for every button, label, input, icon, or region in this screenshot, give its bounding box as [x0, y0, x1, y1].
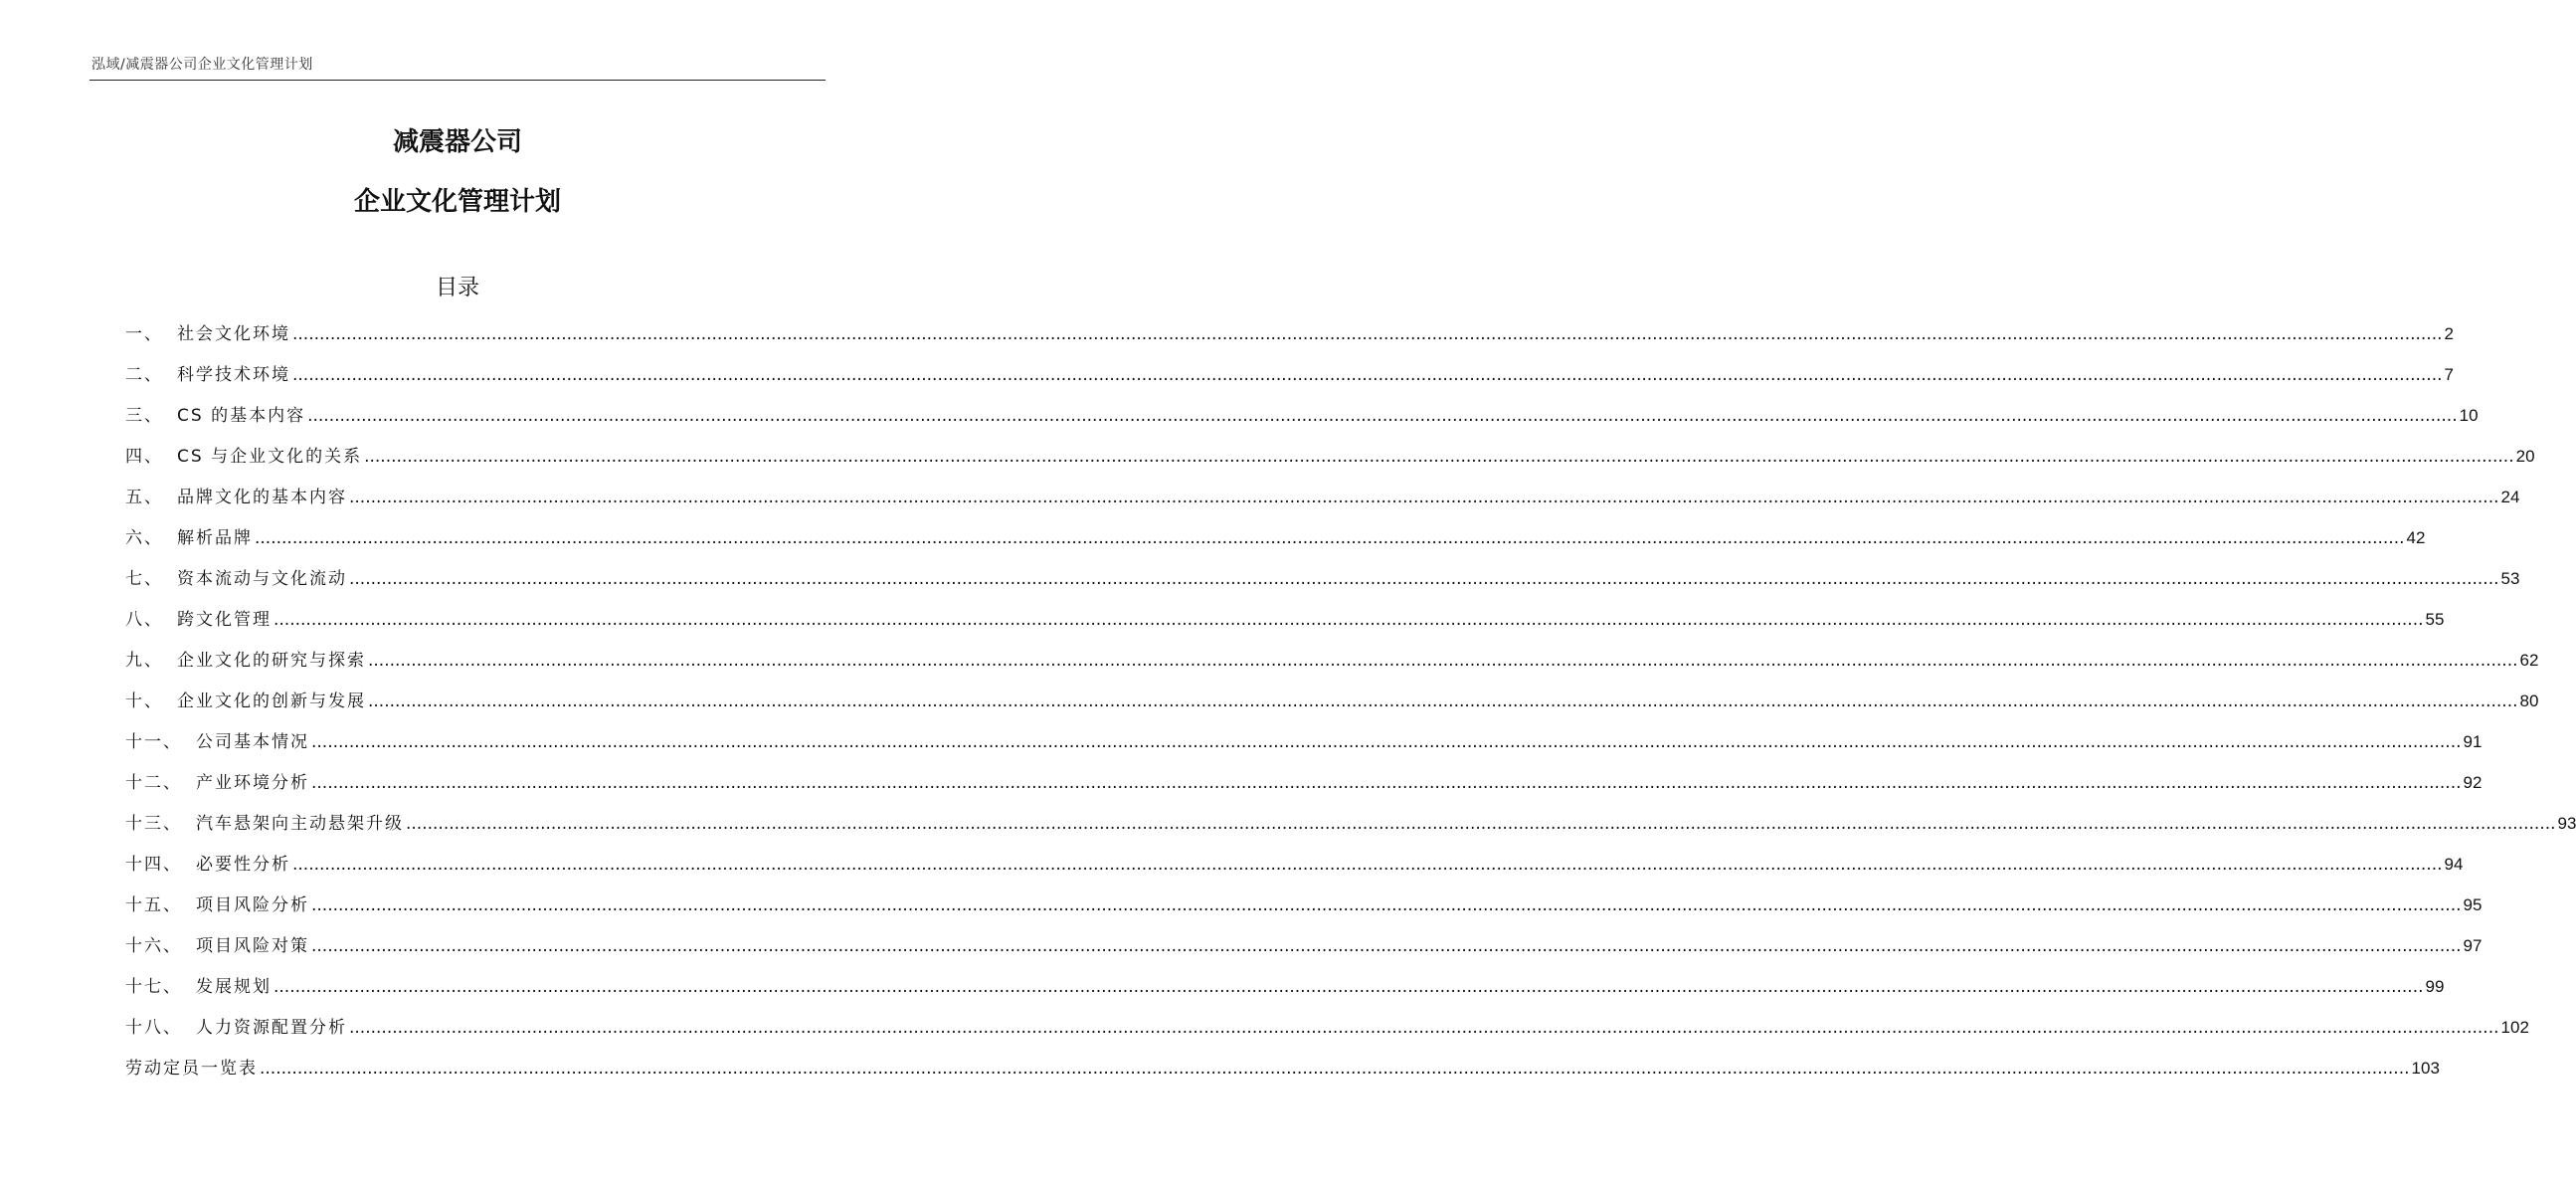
- toc-entry-number: 十五、: [125, 895, 182, 915]
- toc-entry-page: 24: [2500, 488, 2520, 506]
- toc-dot-leader: ................................................................................................................................................................................................................................................................................................................................................................................................................: [349, 569, 2499, 589]
- toc-entry-page: 53: [2500, 569, 2520, 588]
- toc-entry-page: 97: [2463, 936, 2483, 955]
- toc-entry[interactable]: [125, 769, 2483, 810]
- toc-entry-number: 十、: [125, 691, 163, 711]
- toc-entry-number: 二、: [125, 365, 163, 385]
- toc-entry-page: 10: [2459, 406, 2479, 425]
- toc-entry-page: 92: [2463, 773, 2483, 792]
- toc-entry-page: 80: [2519, 691, 2539, 710]
- toc-dot-leader: ................................................................................................................................................................................................................................................................................................................................................................................................................: [292, 365, 2443, 385]
- toc-entry-title: 品牌文化的基本内容: [177, 488, 347, 507]
- toc-entry-title: 必要性分析: [196, 855, 290, 875]
- toc-entry-page: 99: [2425, 977, 2445, 996]
- toc-dot-leader: ................................................................................................................................................................................................................................................................................................................................................................................................................: [368, 651, 2518, 671]
- toc-entry[interactable]: [125, 973, 2445, 1014]
- toc-entry-number: 五、: [125, 488, 163, 507]
- toc-entry-page: 94: [2444, 855, 2464, 874]
- toc-entry-number: 三、: [125, 406, 163, 426]
- toc-entry-number: 十三、: [125, 814, 182, 834]
- toc-entry-number: 九、: [125, 651, 163, 671]
- document-title-line1: 减震器公司: [392, 127, 522, 157]
- toc-dot-leader: ................................................................................................................................................................................................................................................................................................................................................................................................................: [311, 773, 2462, 793]
- toc-dot-leader: ................................................................................................................................................................................................................................................................................................................................................................................................................: [255, 528, 2405, 548]
- toc-dot-leader: ................................................................................................................................................................................................................................................................................................................................................................................................................: [349, 488, 2499, 507]
- table-of-contents: [125, 320, 2576, 1095]
- toc-entry-title: 产业环境分析: [196, 773, 309, 793]
- toc-entry-title: 项目风险对策: [196, 936, 309, 956]
- toc-entry-title: 资本流动与文化流动: [177, 569, 347, 589]
- header-rule: [90, 80, 826, 81]
- toc-entry-title: 汽车悬架向主动悬架升级: [196, 814, 404, 834]
- toc-entry-number: 四、: [125, 447, 163, 467]
- toc-entry-page: 103: [2411, 1059, 2440, 1078]
- toc-entry[interactable]: [125, 524, 2426, 565]
- toc-entry-page: 93: [2557, 814, 2576, 833]
- toc-dot-leader: ................................................................................................................................................................................................................................................................................................................................................................................................................: [406, 814, 2556, 834]
- toc-entry-title: 科学技术环境: [177, 365, 290, 385]
- toc-entry-title: 劳动定员一览表: [125, 1059, 258, 1079]
- toc-entry-title: 解析品牌: [177, 528, 253, 548]
- toc-dot-leader: ................................................................................................................................................................................................................................................................................................................................................................................................................: [292, 324, 2443, 344]
- toc-entry-number: 六、: [125, 528, 163, 548]
- toc-heading: 目录: [435, 276, 479, 300]
- toc-entry[interactable]: [125, 402, 2479, 443]
- toc-entry[interactable]: [125, 688, 2539, 728]
- toc-entry-page: 102: [2500, 1018, 2529, 1037]
- toc-dot-leader: ................................................................................................................................................................................................................................................................................................................................................................................................................: [274, 610, 2424, 630]
- toc-entry-title: 公司基本情况: [196, 732, 309, 752]
- toc-entry-page: 62: [2519, 651, 2539, 670]
- toc-entry[interactable]: [125, 361, 2454, 402]
- toc-entry-title: 企业文化的研究与探索: [177, 651, 366, 671]
- toc-entry-number: 八、: [125, 610, 163, 630]
- toc-entry-number: 十四、: [125, 855, 182, 875]
- toc-dot-leader: ................................................................................................................................................................................................................................................................................................................................................................................................................: [307, 406, 2458, 426]
- toc-entry[interactable]: [125, 932, 2483, 973]
- toc-dot-leader: ................................................................................................................................................................................................................................................................................................................................................................................................................: [311, 895, 2462, 915]
- toc-entry-title: 人力资源配置分析: [196, 1018, 347, 1038]
- toc-entry[interactable]: [125, 728, 2483, 769]
- toc-entry-number: 七、: [125, 569, 163, 589]
- toc-entry-number: 十一、: [125, 732, 182, 752]
- toc-entry[interactable]: [125, 647, 2539, 688]
- document-title-line2: 企业文化管理计划: [353, 187, 561, 217]
- toc-entry-number: 十二、: [125, 773, 182, 793]
- toc-entry[interactable]: [125, 443, 2535, 484]
- toc-entry-title: 项目风险分析: [196, 895, 309, 915]
- toc-entry[interactable]: [125, 1014, 2529, 1055]
- toc-entry-number: 十六、: [125, 936, 182, 956]
- toc-dot-leader: ................................................................................................................................................................................................................................................................................................................................................................................................................: [311, 732, 2462, 752]
- toc-entry[interactable]: [125, 851, 2464, 891]
- toc-entry[interactable]: [125, 1055, 2440, 1095]
- toc-entry-number: 十八、: [125, 1018, 182, 1038]
- toc-entry-title: 社会文化环境: [177, 324, 290, 344]
- toc-entry[interactable]: [125, 810, 2576, 851]
- toc-entry-page: 91: [2463, 732, 2483, 751]
- toc-entry[interactable]: [125, 320, 2454, 361]
- toc-entry-title: CS 与企业文化的关系: [177, 447, 363, 467]
- toc-entry[interactable]: [125, 565, 2520, 606]
- toc-entry-page: 95: [2463, 895, 2483, 914]
- toc-entry[interactable]: [125, 891, 2483, 932]
- toc-entry-number: 一、: [125, 324, 163, 344]
- toc-entry-page: 55: [2425, 610, 2445, 629]
- toc-entry-page: 42: [2406, 528, 2426, 547]
- toc-entry-page: 2: [2444, 324, 2454, 343]
- toc-dot-leader: ................................................................................................................................................................................................................................................................................................................................................................................................................: [260, 1059, 2410, 1079]
- toc-entry[interactable]: [125, 484, 2520, 524]
- toc-dot-leader: ................................................................................................................................................................................................................................................................................................................................................................................................................: [274, 977, 2424, 997]
- toc-entry-title: 发展规划: [196, 977, 272, 997]
- toc-entry[interactable]: [125, 606, 2445, 647]
- toc-entry-number: 十七、: [125, 977, 182, 997]
- toc-entry-page: 20: [2515, 447, 2535, 466]
- toc-entry-title: 企业文化的创新与发展: [177, 691, 366, 711]
- toc-dot-leader: ................................................................................................................................................................................................................................................................................................................................................................................................................: [349, 1018, 2499, 1038]
- toc-entry-title: CS 的基本内容: [177, 406, 306, 426]
- running-header: 泓域/减震器公司企业文化管理计划: [92, 57, 313, 73]
- toc-dot-leader: ................................................................................................................................................................................................................................................................................................................................................................................................................: [364, 447, 2514, 467]
- toc-entry-title: 跨文化管理: [177, 610, 272, 630]
- toc-dot-leader: ................................................................................................................................................................................................................................................................................................................................................................................................................: [311, 936, 2462, 956]
- toc-dot-leader: ................................................................................................................................................................................................................................................................................................................................................................................................................: [368, 691, 2518, 711]
- toc-dot-leader: ................................................................................................................................................................................................................................................................................................................................................................................................................: [292, 855, 2443, 875]
- toc-entry-page: 7: [2444, 365, 2454, 384]
